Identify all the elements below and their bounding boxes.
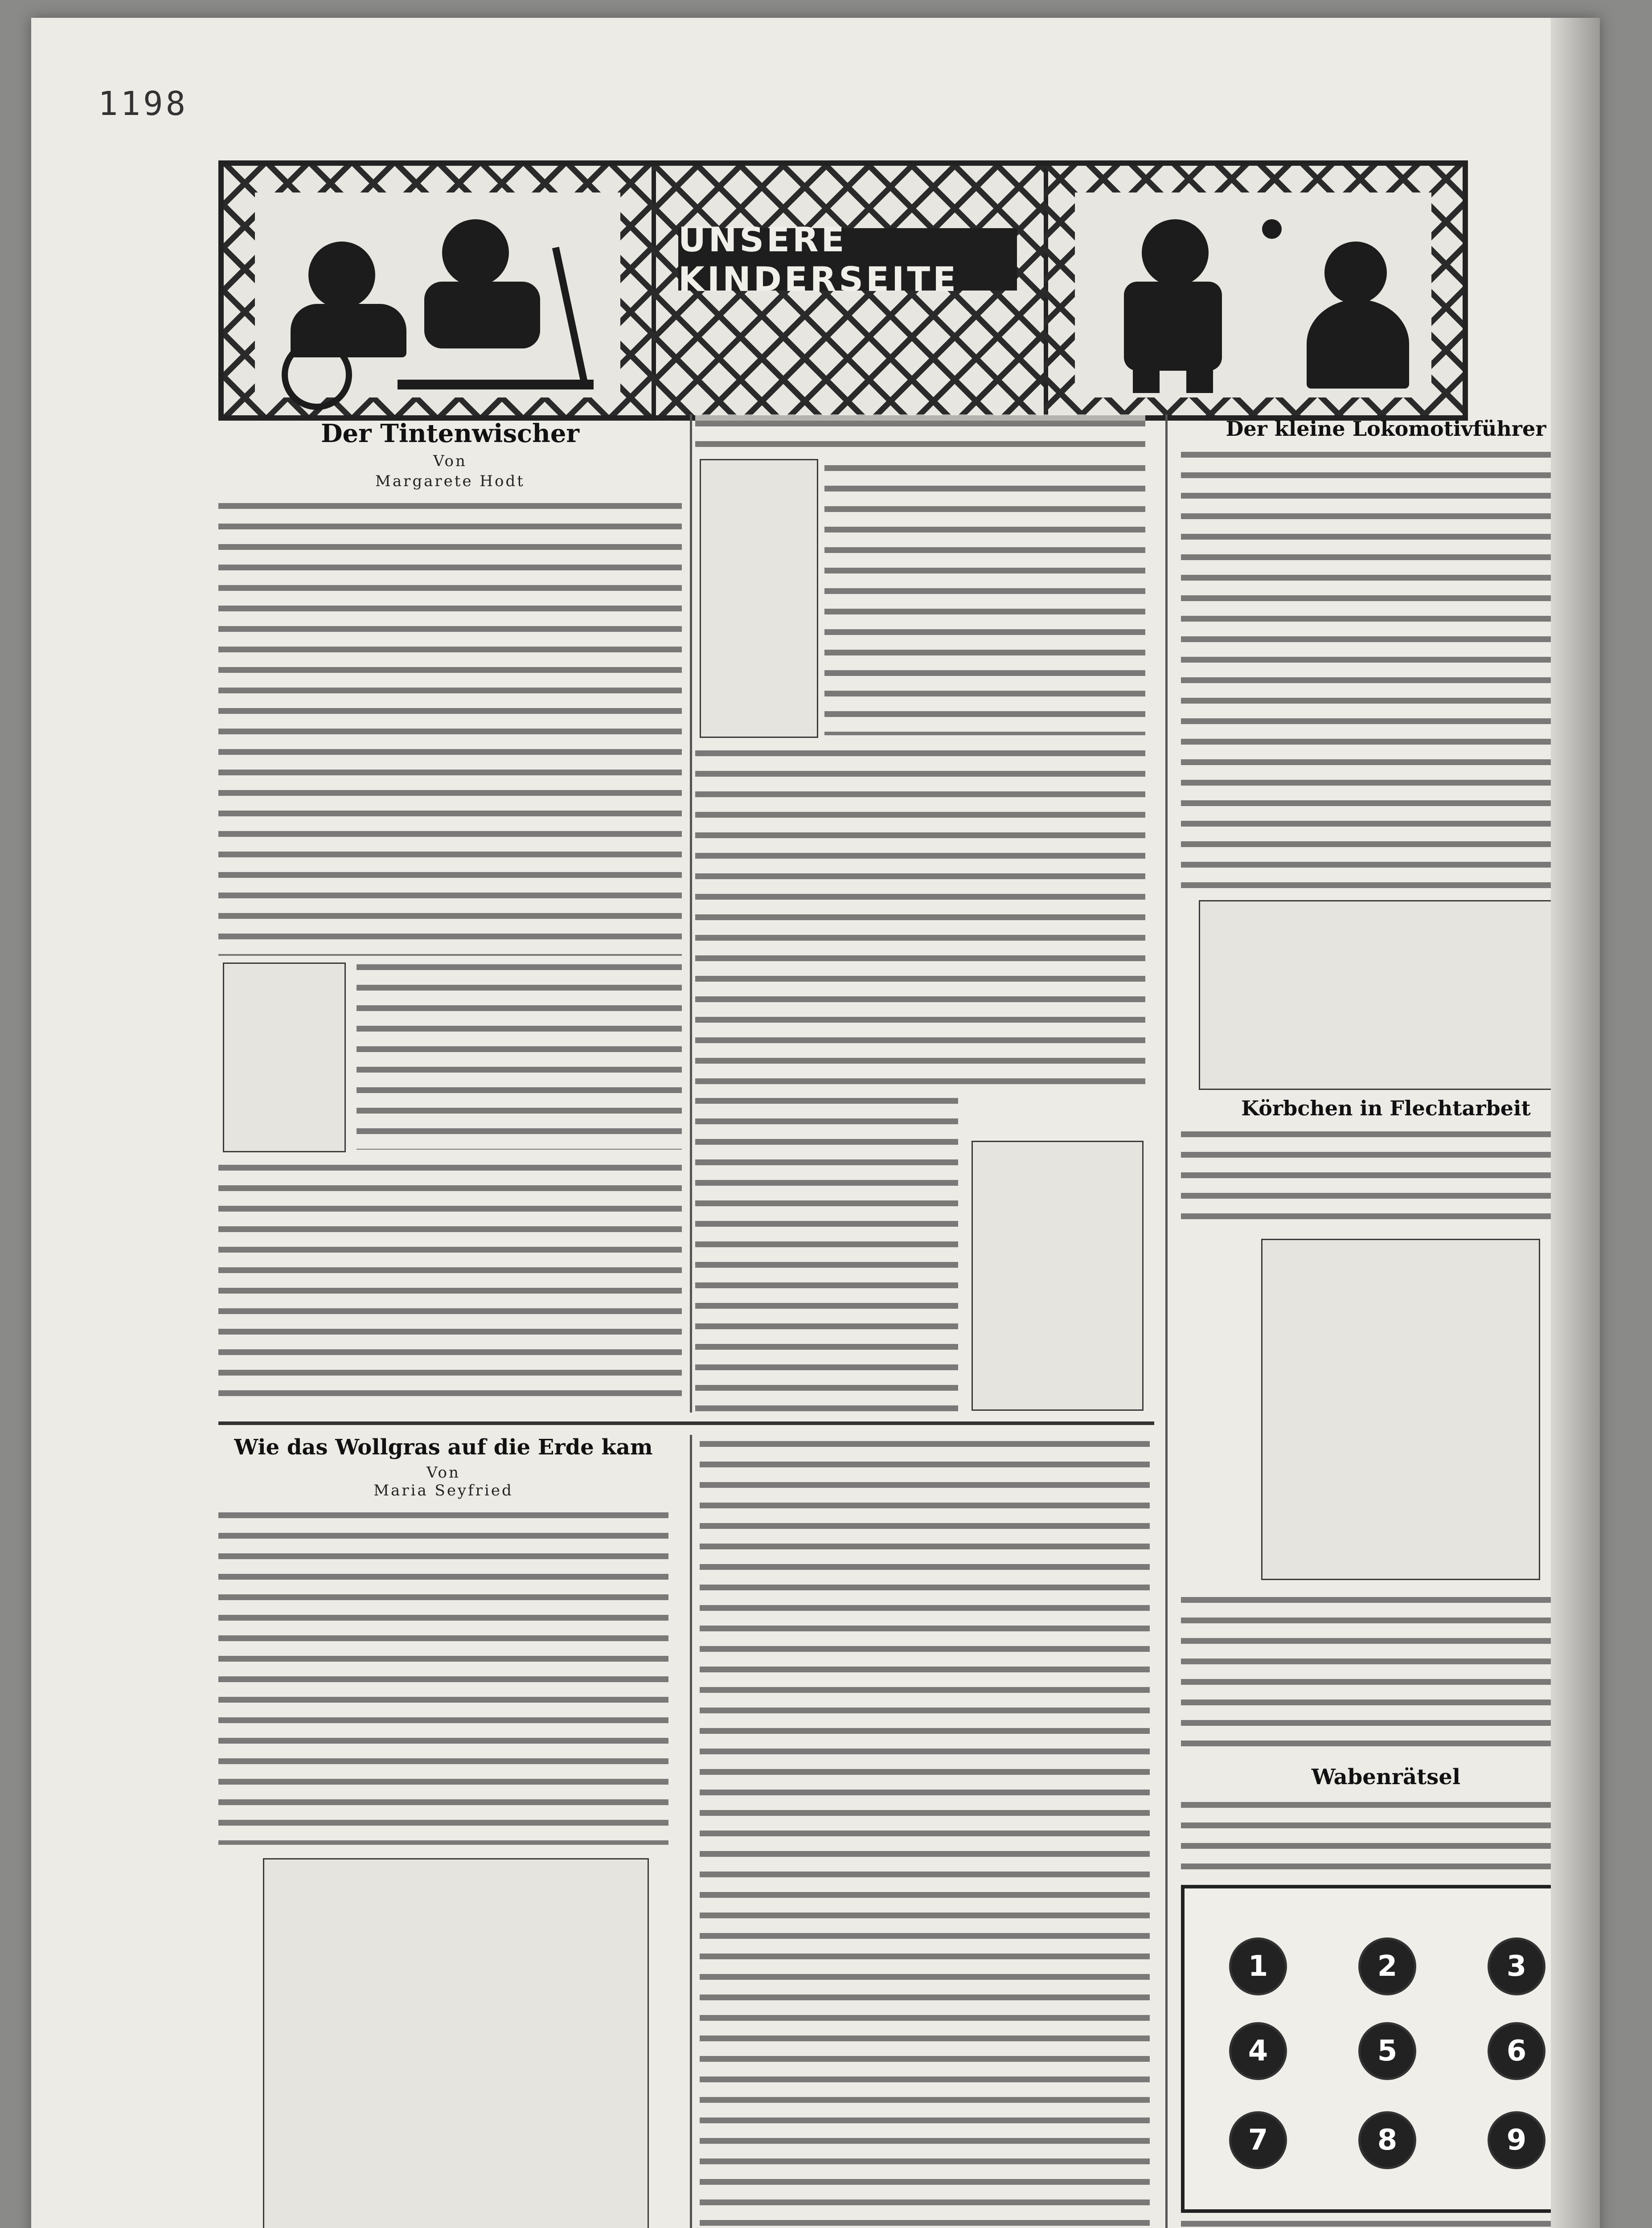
story1-text-end — [218, 1159, 682, 1408]
banner-left-panel — [224, 166, 656, 415]
story1-title: Der Tintenwischer — [320, 419, 579, 448]
story1-col2-text — [695, 414, 1145, 459]
puzzle-cell-8: 8 — [1358, 2111, 1416, 2169]
column-rule — [690, 414, 692, 1413]
column-rule-right — [1165, 414, 1168, 2228]
newspaper-sheet — [31, 18, 1600, 2228]
masthead-title: UNSERE KINDERSEITE — [678, 228, 1017, 291]
puzzle-title: Wabenrätsel — [1311, 1765, 1461, 1790]
story2-byline: Maria Seyfried — [373, 1482, 513, 1499]
puzzle-cell-9: 9 — [1488, 2111, 1545, 2169]
puzzle-cell-4: 4 — [1229, 2022, 1287, 2080]
story4-text — [1181, 1125, 1591, 1232]
story2-text — [218, 1506, 668, 1845]
puzzle-instructions — [1181, 1796, 1591, 1880]
children-ball-illustration — [1075, 192, 1431, 397]
mother-embracing-child-illustration — [972, 1141, 1144, 1411]
woven-basket-illustration — [1261, 1239, 1540, 1580]
children-with-toy-train-illustration — [1199, 900, 1585, 1090]
story2-byline-von: Von — [426, 1464, 460, 1482]
banner-center-panel — [652, 166, 1048, 415]
kinderseite-banner — [218, 160, 1468, 421]
puzzle-cell-1: 1 — [1229, 1937, 1287, 1995]
banner-right-panel — [1044, 166, 1463, 415]
puzzle-solution-inverted — [1181, 2215, 1591, 2228]
story1-text-cont — [357, 958, 682, 1150]
page-number: 1198 — [98, 85, 189, 123]
section-divider — [218, 1421, 1154, 1425]
girl-at-desk-illustration — [223, 962, 346, 1152]
puzzle-cell-7: 7 — [1229, 2111, 1287, 2169]
story1-col2-text-d — [695, 1092, 958, 1413]
story2-col2-text — [700, 1435, 1150, 2228]
story1-byline: Margarete Hodt — [375, 472, 525, 490]
story4-text-end — [1181, 1591, 1591, 1751]
column-rule-lower — [690, 1435, 692, 2228]
honeycomb-puzzle-grid — [1181, 1885, 1598, 2213]
puzzle-cell-6: 6 — [1488, 2022, 1545, 2080]
story1-col2-text-c — [695, 744, 1145, 1087]
story4-title: Körbchen in Flechtarbeit — [1241, 1096, 1531, 1120]
puzzle-cell-3: 3 — [1488, 1937, 1545, 1995]
story1-byline-von: Von — [433, 452, 467, 470]
boy-at-door-illustration — [700, 459, 818, 738]
puzzle-cell-2: 2 — [1358, 1937, 1416, 1995]
story3-verse — [1181, 446, 1591, 891]
story1-text — [218, 497, 682, 956]
story2-title: Wie das Wollgras auf die Erde kam — [234, 1435, 653, 1460]
story1-col2-text-b — [824, 459, 1145, 735]
children-riding-illustration — [255, 192, 620, 397]
girl-at-spinning-wheel-illustration — [263, 1858, 649, 2228]
page-edge — [1551, 18, 1600, 2228]
puzzle-cell-5: 5 — [1358, 2022, 1416, 2080]
story3-title: Der kleine Lokomotivführer — [1226, 417, 1546, 441]
